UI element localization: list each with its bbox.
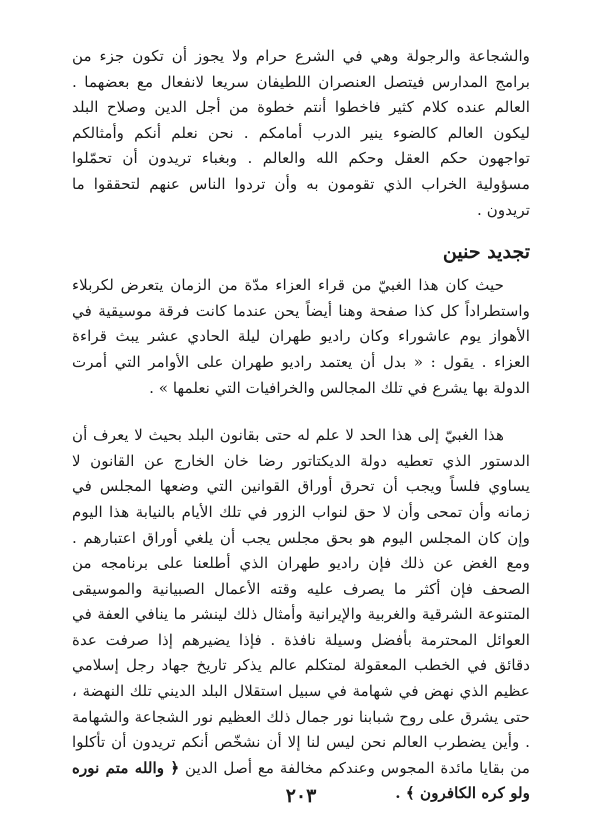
section-paragraph-2 [72, 423, 530, 807]
section-paragraph-1: حيث كان هذا الغبيّ من قراء العزاء مدّة من الزمان يتعرض لكربلاء واستطراداً كل كذا صفحة وهنا أيضاً يحن عندما كانت فرقة موسيقية في الأهواز يوم عاشوراء وكان راديو طهران ليلة الحادي عشر يبث قراءة العزاء . يقول : « بدل أن يعتمد راديو طهران على الأوامر التي أمرت الدولة بها يشرع في تلك المجالس والخرافيات التي نعلمها » . [72, 276, 530, 397]
page-number: ٢٠٣ [285, 785, 317, 807]
document-page [72, 44, 530, 807]
quran-quote: ﴿ والله متم نوره ولو كره الكافرون ﴾ . [72, 758, 530, 803]
paragraph-gap [72, 401, 530, 423]
top-paragraph: والشجاعة والرجولة وهي في الشرع حرام ولا يجوز أن تكون جزء من برامج المدارس فيتصل العنصران اللطيفان سريعا لانفعال مع بعضهما . العالم عنده كلام كثير فاخطوا أنتم خطوة من أجل الدين وصلاح البلد ليكون العالم كالضوء ينير الدرب أمامكم . نحن نعلم أنكم وأمثالكم تواجهون حكم العقل وحكم الله والعالم . وبغباء تريدون أن تحمّلوا مسؤولية الخراب الذي تقومون به وأن تردوا الناس عنهم لتحققوا ما تريدون . [72, 47, 530, 219]
section-paragraph-2-text: هذا الغبيّ إلى هذا الحد لا علم له حتى بقانون البلد بحيث لا يعرف أن الدستور الذي تعطيه دولة الديكتاتور رضا خان الخارج عن القانون لا يساوي فلساً ويجب أن تحرق أوراق القوانين التي وضعها المجلس في زمانه وأن تمحى وأن لا حق لنواب الزور في تلك الأيام بالنيابة هذا اليوم وإن كان المجلس اليوم هو بحق مجلس يجب أن يلغي أوراق اعتبارهم . ومع الغض عن ذلك فإن راديو طهران الذي أطلعنا على برنامجه من الصحف فإن أكثر ما يصرف عليه وقته الأعمال الصبيانية والموسيقى المتنوعة الشرقية والغربية والإيرانية وأمثال ذلك لينشر ما ينافي العفة في العوائل المحترمة بأفضل وسيلة نافذة . فإذا يضيرهم إذا صرفت عدة دقائق في الخطب المعقولة لمتكلم عالم يذكر تاريخ جهاد رجل إسلامي عظيم الذي نهض في شهامة في سبيل استقلال البلد الديني تلك النهضة ، حتى يشرق على روح شبابنا نور جمال ذلك العظيم نور الشجاعة والشهامة . وأين يضطرب العالم نحن ليس لنا إلا أن نشخّص أنكم تريدون أن تأكلوا من بقايا مائدة المجوس وعندكم مخالفة مع أصل الدين [72, 426, 530, 777]
section-heading: تجديد حنين [442, 241, 530, 264]
